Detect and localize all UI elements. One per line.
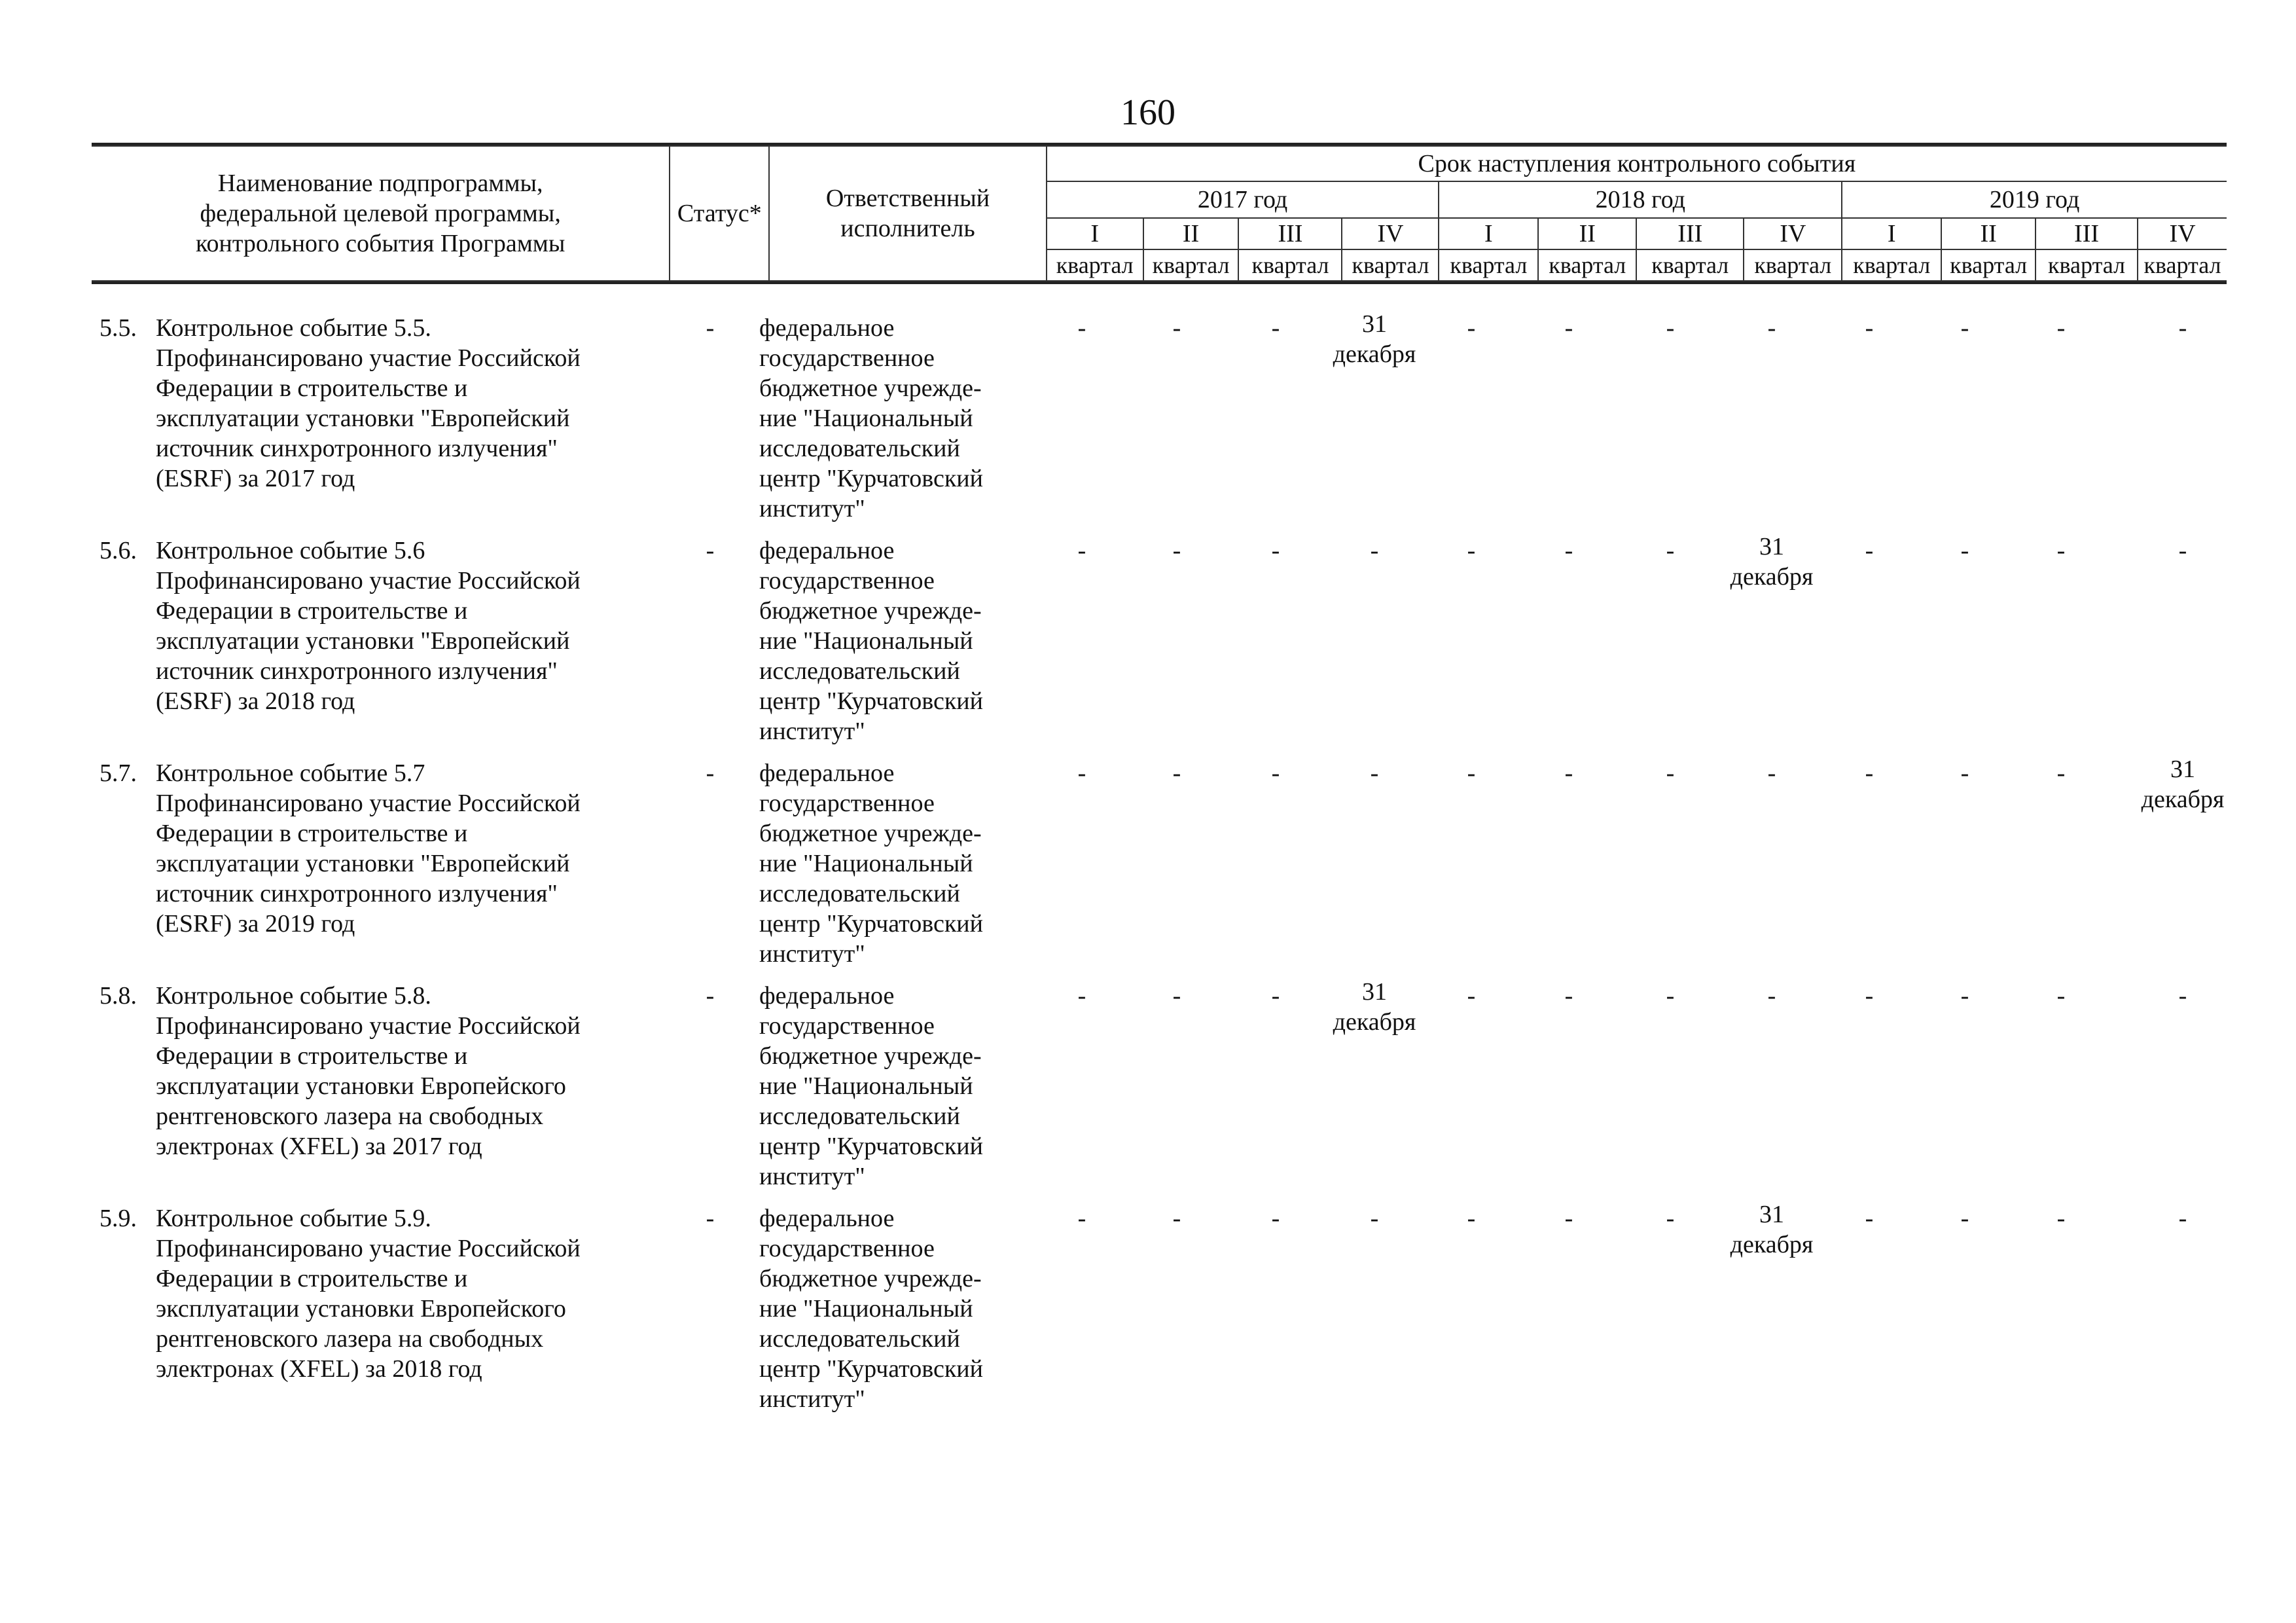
quarter-cell: - [1865,314,1874,342]
event-name-line: источник синхротронного излучения" [156,657,558,685]
quarter-numeral: II [1538,218,1636,249]
event-name-line: рентгеновского лазера на свободных [156,1103,544,1130]
quarter-cell: - [2056,537,2066,564]
event-name [156,1203,653,1384]
event-name-line: Профинансировано участие Российской [156,344,581,372]
quarter-cell: - [1960,537,1969,564]
event-name-line: Контрольное событие 5.6 [156,537,425,564]
quarter-cell: - [2178,982,2187,1010]
quarter-cell: - [1271,314,1280,342]
event-name-line: Контрольное событие 5.7 [156,759,425,787]
event-name [156,536,653,716]
header-bottom-rule [92,282,2227,284]
event-name-line: Контрольное событие 5.9. [156,1205,431,1232]
quarter-cell: - [1172,982,1181,1010]
quarter-cell: - [1564,1205,1573,1232]
quarter-cell: - [1077,759,1086,787]
quarter-cell: - [1960,982,1969,1010]
event-name-line: Федерации в строительстве и [156,597,468,625]
event-name-line: эксплуатации установки Европейского [156,1072,566,1100]
quarter-cell: - [1467,982,1476,1010]
responsible-line: бюджетное учрежде- [759,374,982,402]
event-name-line: эксплуатации установки "Европейский [156,405,570,432]
event-name-line: источник синхротронного излучения" [156,880,558,907]
quarter-cell: - [1564,759,1573,787]
event-name-line: Контрольное событие 5.5. [156,314,431,342]
quarter-cell: - [1077,982,1086,1010]
quarter-cell: - [1077,537,1086,564]
quarter-cell: - [1172,537,1181,564]
responsible-line: государственное [759,567,935,594]
event-name-line: эксплуатации установки "Европейский [156,850,570,877]
responsible-line: исследовательский [759,1103,960,1130]
responsible-line: федеральное [759,1205,895,1232]
quarter-word: квартал [1439,249,1538,281]
responsible-executor [759,758,1034,969]
responsible-line: ние "Национальный [759,1295,973,1322]
responsible-executor [759,536,1034,746]
quarter-numeral: II [1941,218,2036,249]
quarter-cell: - [1172,759,1181,787]
event-name-line: электронах (XFEL) за 2018 год [156,1355,482,1383]
quarter-cell: - [1467,1205,1476,1232]
quarter-cell: - [1960,759,1969,787]
responsible-line: государственное [759,1012,935,1040]
quarter-cell: - [2056,982,2066,1010]
quarter-cell: - [2056,759,2066,787]
quarter-word: квартал [1143,249,1239,281]
responsible-executor [759,981,1034,1192]
quarter-cell: - [1467,759,1476,787]
header-year-2019: 2019 год [1842,181,2227,218]
row-number: 5.8. [99,982,137,1010]
table-header [92,145,2227,282]
responsible-line: федеральное [759,759,895,787]
responsible-line: центр "Курчатовский [759,465,983,492]
quarter-cell: - [1666,537,1675,564]
row-number: 5.9. [99,1205,137,1232]
quarter-cell [2142,754,2225,814]
header-name-column: Наименование подпрограммы, федеральной целевой программы, контрольного события Программы [92,146,670,281]
quarter-numeral: III [1636,218,1744,249]
header-year-2018: 2018 год [1439,181,1842,218]
quarter-cell: - [1271,759,1280,787]
event-name-line: Федерации в строительстве и [156,1042,468,1070]
quarter-cell: - [1271,537,1280,564]
event-name [156,981,653,1161]
responsible-line: исследовательский [759,657,960,685]
event-name-line: Профинансировано участие Российской [156,1235,581,1262]
quarter-word: квартал [2036,249,2138,281]
quarter-cell: - [1767,314,1776,342]
responsible-line: ние "Национальный [759,627,973,655]
table-row [0,758,2296,981]
responsible-line: ние "Национальный [759,1072,973,1100]
quarter-word: квартал [1538,249,1636,281]
event-name-line: Профинансировано участие Российской [156,1012,581,1040]
quarter-cell: - [1271,982,1280,1010]
responsible-line: бюджетное учрежде- [759,820,982,847]
quarter-word: квартал [1941,249,2036,281]
responsible-line: государственное [759,790,935,817]
event-name-line: (ESRF) за 2018 год [156,687,355,715]
quarter-cell [1731,1199,1814,1260]
responsible-line: федеральное [759,314,895,342]
header-deadline-title: Срок наступления контрольного события [1047,146,2227,181]
quarter-cell: - [1271,1205,1280,1232]
header-responsible-column: Ответственный исполнитель [769,146,1046,281]
event-name-line: (ESRF) за 2017 год [156,465,355,492]
quarter-word: квартал [1342,249,1439,281]
quarter-cell: - [2178,314,2187,342]
responsible-line: институт" [759,495,865,522]
deadline-month: декабря [1333,1008,1416,1036]
deadline-day: 31 [2170,756,2195,783]
quarter-numeral: II [1143,218,1239,249]
quarter-word: квартал [1842,249,1941,281]
quarter-numeral: IV [2138,218,2227,249]
quarter-word: квартал [1744,249,1842,281]
quarter-cell: - [1666,982,1675,1010]
quarter-cell: - [1865,537,1874,564]
quarter-cell: - [1666,759,1675,787]
quarter-word: квартал [1047,249,1143,281]
responsible-line: институт" [759,718,865,745]
quarter-cell: - [2178,537,2187,564]
event-name-line: эксплуатации установки Европейского [156,1295,566,1322]
quarter-cell: - [1077,1205,1086,1232]
header-status-column: Статус* [670,146,769,281]
quarter-cell: - [1767,982,1776,1010]
responsible-line: бюджетное учрежде- [759,1265,982,1292]
row-number: 5.6. [99,537,137,564]
event-name [156,313,653,494]
quarter-cell: - [1564,982,1573,1010]
quarter-numeral: I [1842,218,1941,249]
responsible-line: институт" [759,940,865,968]
event-name-line: источник синхротронного излучения" [156,435,558,462]
table-row [0,978,2296,1203]
deadline-day: 31 [1759,1201,1784,1228]
page-number: 160 [1121,92,1175,133]
quarter-cell: - [2056,1205,2066,1232]
event-name-line: Контрольное событие 5.8. [156,982,431,1010]
event-name-line: Федерации в строительстве и [156,374,468,402]
row-number: 5.7. [99,759,137,787]
quarter-cell: - [1564,537,1573,564]
responsible-line: центр "Курчатовский [759,910,983,938]
responsible-line: центр "Курчатовский [759,1355,983,1383]
responsible-line: бюджетное учрежде- [759,1042,982,1070]
quarter-numeral: III [1238,218,1342,249]
event-name-line: Федерации в строительстве и [156,820,468,847]
quarter-numeral: III [2036,218,2138,249]
quarter-cell: - [2178,1205,2187,1232]
responsible-line: бюджетное учрежде- [759,597,982,625]
quarter-cell: - [1077,314,1086,342]
quarter-cell [1731,532,1814,592]
event-name-line: рентгеновского лазера на свободных [156,1325,544,1353]
responsible-line: ние "Национальный [759,850,973,877]
deadline-month: декабря [1730,563,1814,591]
quarter-cell: - [1370,759,1379,787]
deadline-month: декабря [1333,340,1416,368]
event-status: - [706,982,715,1010]
quarter-cell: - [2056,314,2066,342]
quarter-cell: - [1467,314,1476,342]
quarter-numeral: IV [1342,218,1439,249]
event-name-line: Профинансировано участие Российской [156,567,581,594]
quarter-cell: - [1370,537,1379,564]
responsible-line: исследовательский [759,880,960,907]
table-row [0,533,2296,758]
responsible-line: институт" [759,1163,865,1190]
event-status: - [706,1205,715,1232]
event-status: - [706,759,715,787]
quarter-cell: - [1467,537,1476,564]
responsible-executor [759,313,1034,524]
event-status: - [706,314,715,342]
quarter-cell: - [1865,1205,1874,1232]
responsible-line: федеральное [759,537,895,564]
responsible-executor [759,1203,1034,1414]
header-year-2017: 2017 год [1047,181,1439,218]
quarter-numeral: IV [1744,218,1842,249]
responsible-line: центр "Курчатовский [759,1133,983,1160]
event-name-line: Профинансировано участие Российской [156,790,581,817]
quarter-cell: - [1370,1205,1379,1232]
responsible-line: государственное [759,344,935,372]
event-name [156,758,653,939]
quarter-cell [1333,977,1416,1037]
quarter-word: квартал [1238,249,1342,281]
deadline-month: декабря [2141,786,2225,813]
quarter-cell: - [1865,982,1874,1010]
deadline-day: 31 [1759,533,1784,560]
quarter-numeral: I [1047,218,1143,249]
quarter-cell: - [1172,314,1181,342]
quarter-numeral: I [1439,218,1538,249]
table-row [0,1203,2296,1426]
quarter-word: квартал [2138,249,2227,281]
responsible-line: центр "Курчатовский [759,687,983,715]
responsible-line: федеральное [759,982,895,1010]
responsible-line: институт" [759,1385,865,1413]
event-name-line: электронах (XFEL) за 2017 год [156,1133,482,1160]
event-name-line: Федерации в строительстве и [156,1265,468,1292]
quarter-cell: - [1960,1205,1969,1232]
responsible-line: исследовательский [759,1325,960,1353]
quarter-cell: - [1666,1205,1675,1232]
quarter-word: квартал [1636,249,1744,281]
quarter-cell: - [1865,759,1874,787]
quarter-cell [1333,309,1416,369]
quarter-cell: - [1960,314,1969,342]
responsible-line: исследовательский [759,435,960,462]
deadline-day: 31 [1361,978,1387,1006]
event-name-line: эксплуатации установки "Европейский [156,627,570,655]
deadline-day: 31 [1361,310,1387,338]
quarter-cell: - [1564,314,1573,342]
quarter-cell: - [1767,759,1776,787]
table-row [0,310,2296,536]
quarter-cell: - [1172,1205,1181,1232]
responsible-line: государственное [759,1235,935,1262]
deadline-month: декабря [1730,1231,1814,1258]
row-number: 5.5. [99,314,137,342]
event-status: - [706,537,715,564]
event-name-line: (ESRF) за 2019 год [156,910,355,938]
responsible-line: ние "Национальный [759,405,973,432]
quarter-cell: - [1666,314,1675,342]
